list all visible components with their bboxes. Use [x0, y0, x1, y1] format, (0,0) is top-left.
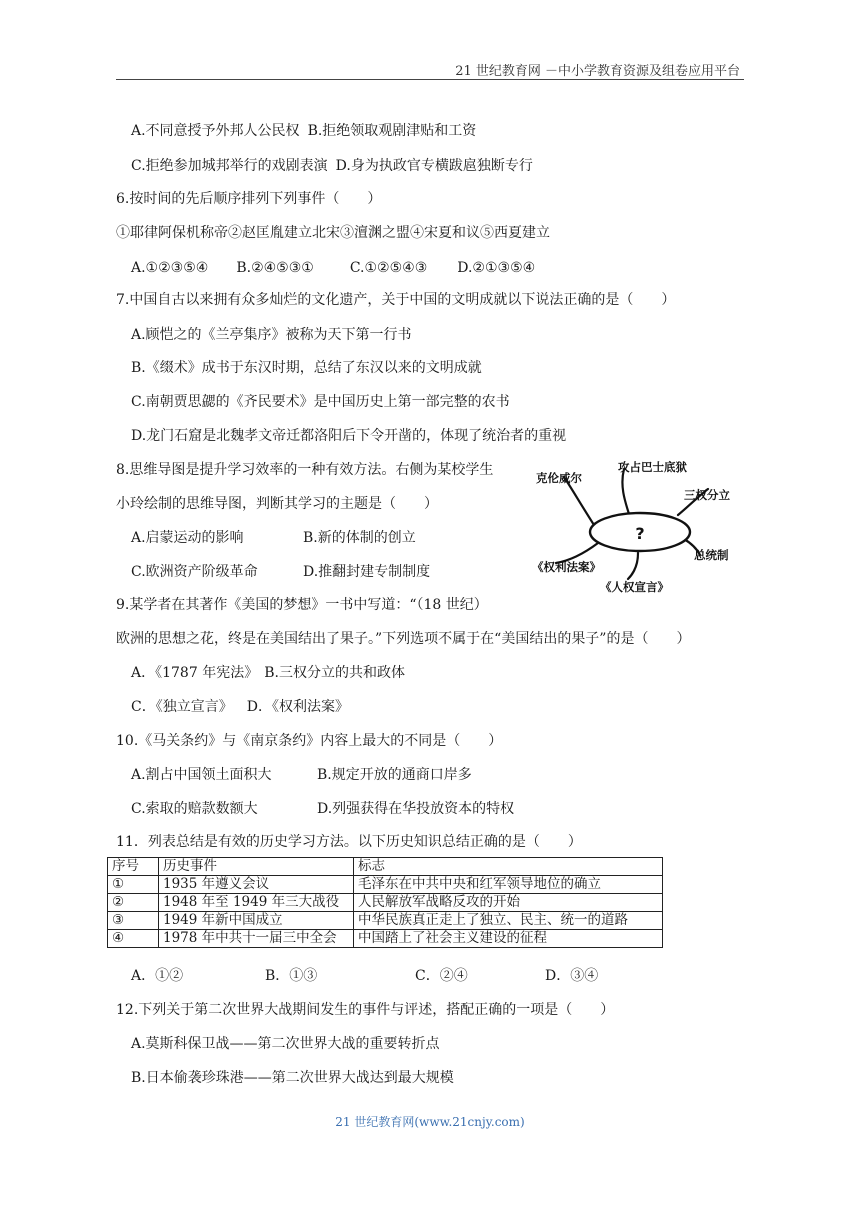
q9-option-b[interactable]: B.三权分立的共和政体	[264, 665, 405, 681]
mindmap-node-presidential: 总统制	[694, 548, 729, 562]
q7-option-d[interactable]: D.龙门石窟是北魏孝文帝迁都洛阳后下令开凿的，体现了统治者的重视	[131, 428, 567, 444]
table-row	[108, 876, 663, 894]
q10-option-a[interactable]: A.割占中国领土面积大	[131, 767, 272, 783]
mindmap-node-declaration: 《人权宣言》	[600, 580, 669, 594]
q6-option-a[interactable]: A.①②③⑤④	[131, 260, 209, 276]
table-header-row	[108, 858, 663, 876]
q8-stem-line1: 8.思维导图是提升学习效率的一种有效方法。右侧为某校学生	[116, 462, 494, 478]
q7-stem: 7.中国自古以来拥有众多灿烂的文化遗产，关于中国的文明成就以下说法正确的是（ ）	[116, 292, 676, 308]
q8-mindmap	[520, 455, 750, 600]
q8-option-a[interactable]: A.启蒙运动的影响	[131, 530, 244, 546]
q10-options-row2	[131, 799, 514, 819]
q11-option-c[interactable]: C．②④	[415, 968, 468, 984]
q7-option-a[interactable]: A.顾恺之的《兰亭集序》被称为天下第一行书	[131, 327, 412, 343]
q6-option-c[interactable]: C.①②⑤④③	[349, 260, 428, 276]
branch-declaration	[628, 553, 638, 579]
page-footer[interactable]: 21 世纪教育网(www.21cnjy.com)	[335, 1115, 525, 1129]
q9-option-a[interactable]: A．《1787 年宪法》	[131, 665, 259, 681]
table-cell: 1935 年遵义会议	[159, 876, 354, 894]
q5-options-row2	[131, 156, 533, 176]
table-cell: 中华民族真正走上了独立、民主、统一的道路	[354, 912, 663, 930]
table-row	[108, 912, 663, 930]
q5-option-b[interactable]: B.拒绝领取观剧津贴和工资	[307, 123, 477, 139]
q6-events: ①耶律阿保机称帝②赵匡胤建立北宋③澶渊之盟④宋夏和议⑤西夏建立	[116, 225, 550, 241]
mindmap-center: ?	[635, 524, 645, 543]
table-cell: 毛泽东在中共中央和红军领导地位的确立	[354, 876, 663, 894]
q6-option-d[interactable]: D.②①③⑤④	[457, 260, 536, 276]
q9-option-c[interactable]: C．《独立宣言》	[131, 699, 233, 715]
table-cell: 1949 年新中国成立	[159, 912, 354, 930]
q10-option-b[interactable]: B.规定开放的通商口岸多	[317, 767, 472, 783]
q11-options	[131, 966, 598, 986]
q7-option-c[interactable]: C.南朝贾思勰的《齐民要术》是中国历史上第一部完整的农书	[131, 394, 510, 410]
table-cell: ②	[108, 894, 159, 912]
table-cell: 中国踏上了社会主义建设的征程	[354, 930, 663, 948]
q10-options-row1	[131, 765, 472, 785]
header-rule	[116, 79, 744, 80]
table-row	[108, 894, 663, 912]
q12-option-a[interactable]: A.莫斯科保卫战——第二次世界大战的重要转折点	[131, 1036, 440, 1052]
q9-stem-line2: 欧洲的思想之花，终是在美国结出了果子。”下列选项不属于在“美国结出的果子”的是（ ）	[116, 631, 691, 647]
q5-option-d[interactable]: D.身为执政官专横跋扈独断专行	[335, 158, 533, 174]
table-cell: ④	[108, 930, 159, 948]
q9-stem-line1: 9.某学者在其著作《美国的梦想》一书中写道：“（18 世纪）	[116, 597, 488, 613]
q8-options-row1	[131, 528, 416, 548]
q8-option-b[interactable]: B.新的体制的创立	[303, 530, 416, 546]
table-header-index: 序号	[108, 858, 159, 876]
q5-option-c[interactable]: C.拒绝参加城邦举行的戏剧表演	[131, 158, 328, 174]
q8-option-c[interactable]: C.欧洲资产阶级革命	[131, 564, 258, 580]
mindmap-node-cromwell: 克伦威尔	[536, 471, 582, 485]
q12-stem: 12.下列关于第二次世界大战期间发生的事件与评述，搭配正确的一项是（ ）	[116, 1002, 615, 1018]
q9-option-d[interactable]: D．《权利法案》	[246, 699, 349, 715]
table-header-mark: 标志	[354, 858, 663, 876]
q10-option-d[interactable]: D.列强获得在华投放资本的特权	[317, 801, 515, 817]
q8-stem-line2: 小玲绘制的思维导图，判断其学习的主题是（ ）	[116, 496, 438, 512]
q9-options-row2	[131, 697, 349, 717]
mindmap-node-separation: 三权分立	[684, 488, 730, 502]
q12-option-b[interactable]: B.日本偷袭珍珠港——第二次世界大战达到最大规模	[131, 1070, 454, 1086]
q11-stem: 11．列表总结是有效的历史学习方法。以下历史知识总结正确的是（ ）	[116, 834, 582, 850]
table-cell: 人民解放军战略反攻的开始	[354, 894, 663, 912]
q7-option-b[interactable]: B.《缀术》成书于东汉时期，总结了东汉以来的文明成就	[131, 360, 482, 376]
q5-options-row1	[131, 121, 476, 141]
q11-option-b[interactable]: B．①③	[265, 968, 318, 984]
table-cell: 1948 年至 1949 年三大战役	[159, 894, 354, 912]
q10-option-c[interactable]: C.索取的赔款数额大	[131, 801, 258, 817]
q6-options	[131, 258, 535, 278]
branch-bastille	[622, 469, 630, 517]
table-row	[108, 930, 663, 948]
q11-option-d[interactable]: D．③④	[545, 968, 599, 984]
page-header	[0, 58, 860, 80]
q9-options-row1	[131, 663, 405, 683]
table-header-event: 历史事件	[159, 858, 354, 876]
q5-option-a[interactable]: A.不同意授予外邦人公民权	[131, 123, 300, 139]
q11-history-table	[107, 857, 663, 948]
table-cell: ①	[108, 876, 159, 894]
mindmap-node-bastille: 攻占巴士底狱	[618, 460, 687, 474]
table-cell: ③	[108, 912, 159, 930]
q6-stem: 6.按时间的先后顺序排列下列事件（ ）	[116, 191, 382, 207]
q10-stem: 10.《马关条约》与《南京条约》内容上最大的不同是（ ）	[116, 733, 503, 749]
q6-option-b[interactable]: B.②④⑤③①	[236, 260, 314, 276]
q11-option-a[interactable]: A．①②	[131, 968, 184, 984]
mindmap-node-bill-of-rights: 《权利法案》	[532, 560, 601, 574]
q8-option-d[interactable]: D.推翻封建专制制度	[303, 564, 431, 580]
q8-options-row2	[131, 562, 430, 582]
header-text: 21 世纪教育网 －中小学教育资源及组卷应用平台	[455, 64, 740, 79]
table-cell: 1978 年中共十一届三中全会	[159, 930, 354, 948]
